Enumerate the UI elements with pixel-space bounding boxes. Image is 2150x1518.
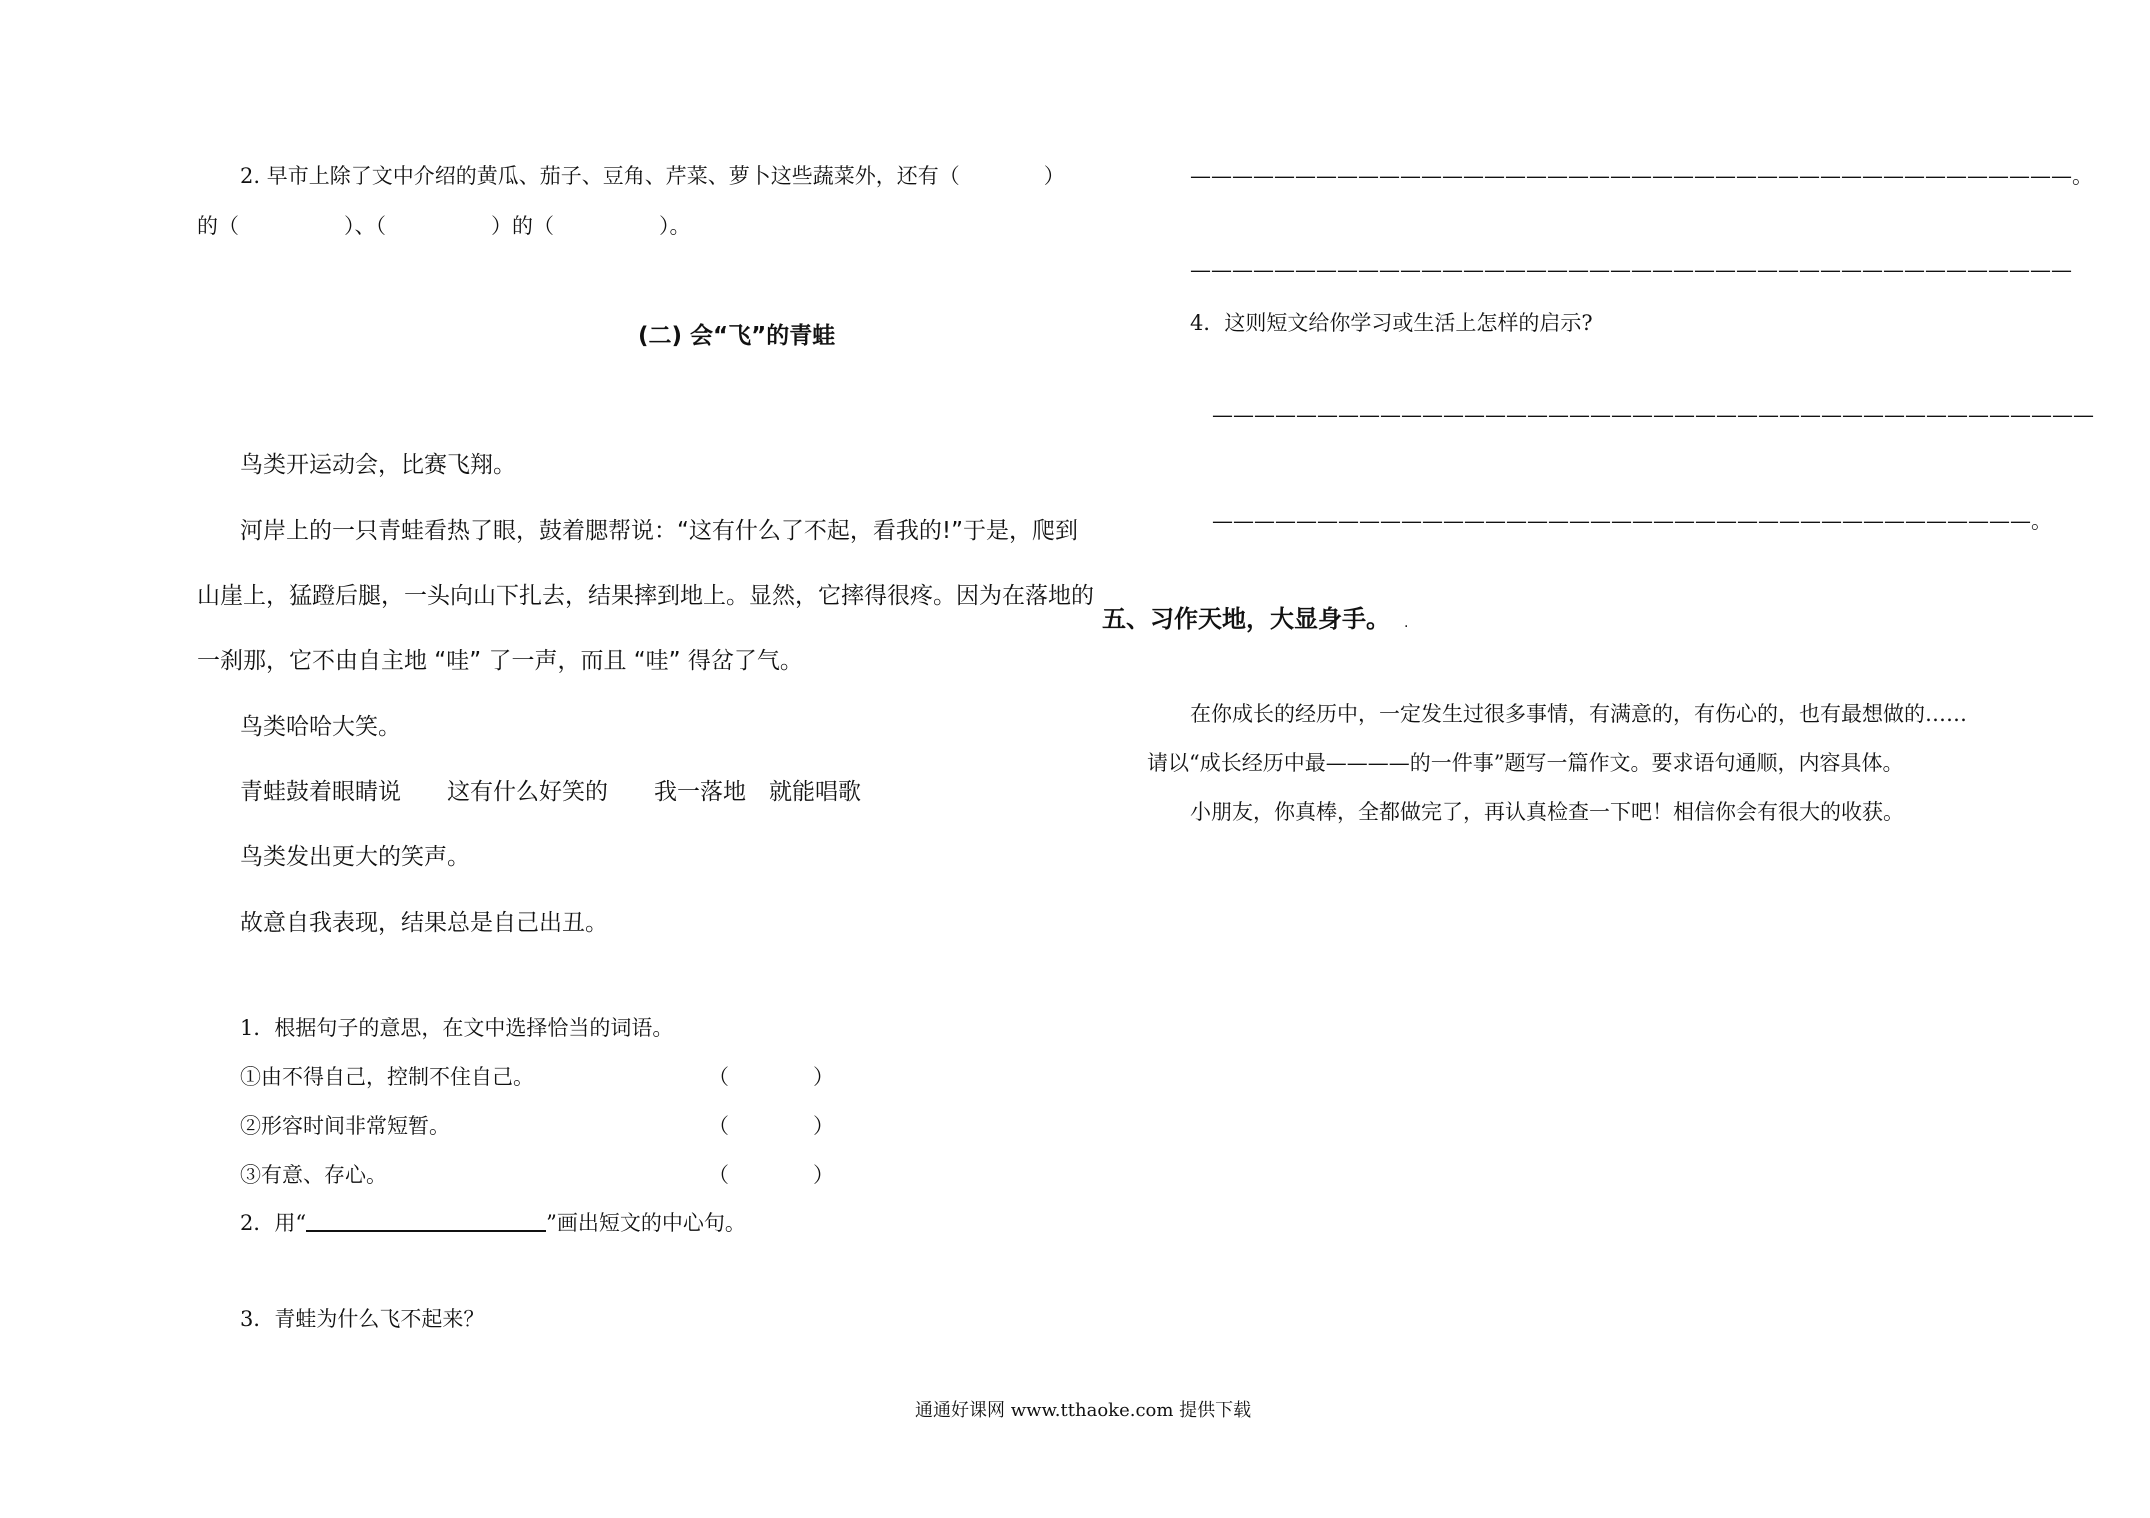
- answer-line-b[interactable]: ——————————————————————————————————————————: [1190, 258, 2072, 282]
- question-3: 3．青蛙为什么飞不起来？: [240, 1307, 485, 1331]
- answer-line-d[interactable]: ———————————————————————————————————————。: [1212, 509, 2052, 533]
- question-1-item-2: ②形容时间非常短暂。: [240, 1114, 450, 1138]
- question-4: 4．这则短文给你学习或生活上怎样的启示?: [1190, 311, 1593, 335]
- answer-line-c[interactable]: ——————————————————————————————————————————: [1212, 403, 2094, 427]
- question-1-item-3: ③有意、存心。: [240, 1163, 387, 1187]
- story-paragraph-4: 青蛙鼓着眼睛说 这有什么好笑的 我一落地 就能唱歌: [240, 779, 861, 805]
- story-paragraph-6: 故意自我表现，结果总是自己出丑。: [240, 910, 608, 936]
- question-1-item-1: ①由不得自己，控制不住自己。: [240, 1065, 534, 1089]
- question-2b-prefix: 2．用“: [240, 1211, 307, 1235]
- question-1-answer-2[interactable]: （ ）: [708, 1114, 834, 1138]
- question-2b-suffix: ”画出短文的中心句。: [546, 1211, 746, 1235]
- footer-text: 通通好课网 www.tthaoke.com 提供下载: [915, 1400, 1252, 1421]
- essay-line-3: 小朋友，你真棒，全都做完了，再认真检查一下吧！相信你会有很大的收获。: [1190, 800, 1904, 824]
- story-paragraph-3: 鸟类哈哈大笑。: [240, 714, 401, 740]
- question-1-answer-1[interactable]: （ ）: [708, 1065, 834, 1089]
- story-paragraph-2-line-1: 河岸上的一只青蛙看热了眼，鼓着腮帮说：“这有什么了不起，看我的!”于是，爬到: [240, 518, 1079, 544]
- answer-line-a[interactable]: ——————————————————————————————————————————。: [1190, 164, 2093, 188]
- essay-line-1: 在你成长的经历中，一定发生过很多事情，有满意的，有伤心的，也有最想做的……: [1190, 702, 1967, 726]
- question-2-line-1: 2. 早市上除了文中介绍的黄瓜、茄子、豆角、芹菜、萝卜这些蔬菜外，还有（ ）: [240, 164, 1065, 188]
- section-title: (二) 会“飞”的青蛙: [638, 323, 836, 349]
- section-5-mark: .: [1404, 615, 1409, 631]
- section-5-title: [1102, 599, 1408, 634]
- question-2b: [240, 1207, 746, 1237]
- question-2-line-2: 的（ ）、（ ）的（ ）。: [197, 214, 691, 238]
- story-paragraph-2-line-2: 山崖上，猛蹬后腿，一头向山下扎去，结果摔到地上。显然，它摔得很疼。因为在落地的: [197, 583, 1094, 609]
- story-paragraph-1: 鸟类开运动会，比赛飞翔。: [240, 452, 516, 478]
- story-paragraph-2-line-3: 一刹那，它不由自主地 “哇” 了一声，而且 “哇” 得岔了气。: [197, 648, 803, 674]
- essay-line-2: 请以“成长经历中最————的一件事”题写一篇作文。要求语句通顺，内容具体。: [1147, 751, 1904, 775]
- question-1-answer-3[interactable]: （ ）: [708, 1163, 834, 1187]
- question-1-title: 1．根据句子的意思，在文中选择恰当的词语。: [240, 1016, 674, 1040]
- section-5-title-text: 五、习作天地，大显身手。: [1102, 605, 1390, 633]
- underline-sample: [306, 1208, 546, 1232]
- story-paragraph-5: 鸟类发出更大的笑声。: [240, 844, 470, 870]
